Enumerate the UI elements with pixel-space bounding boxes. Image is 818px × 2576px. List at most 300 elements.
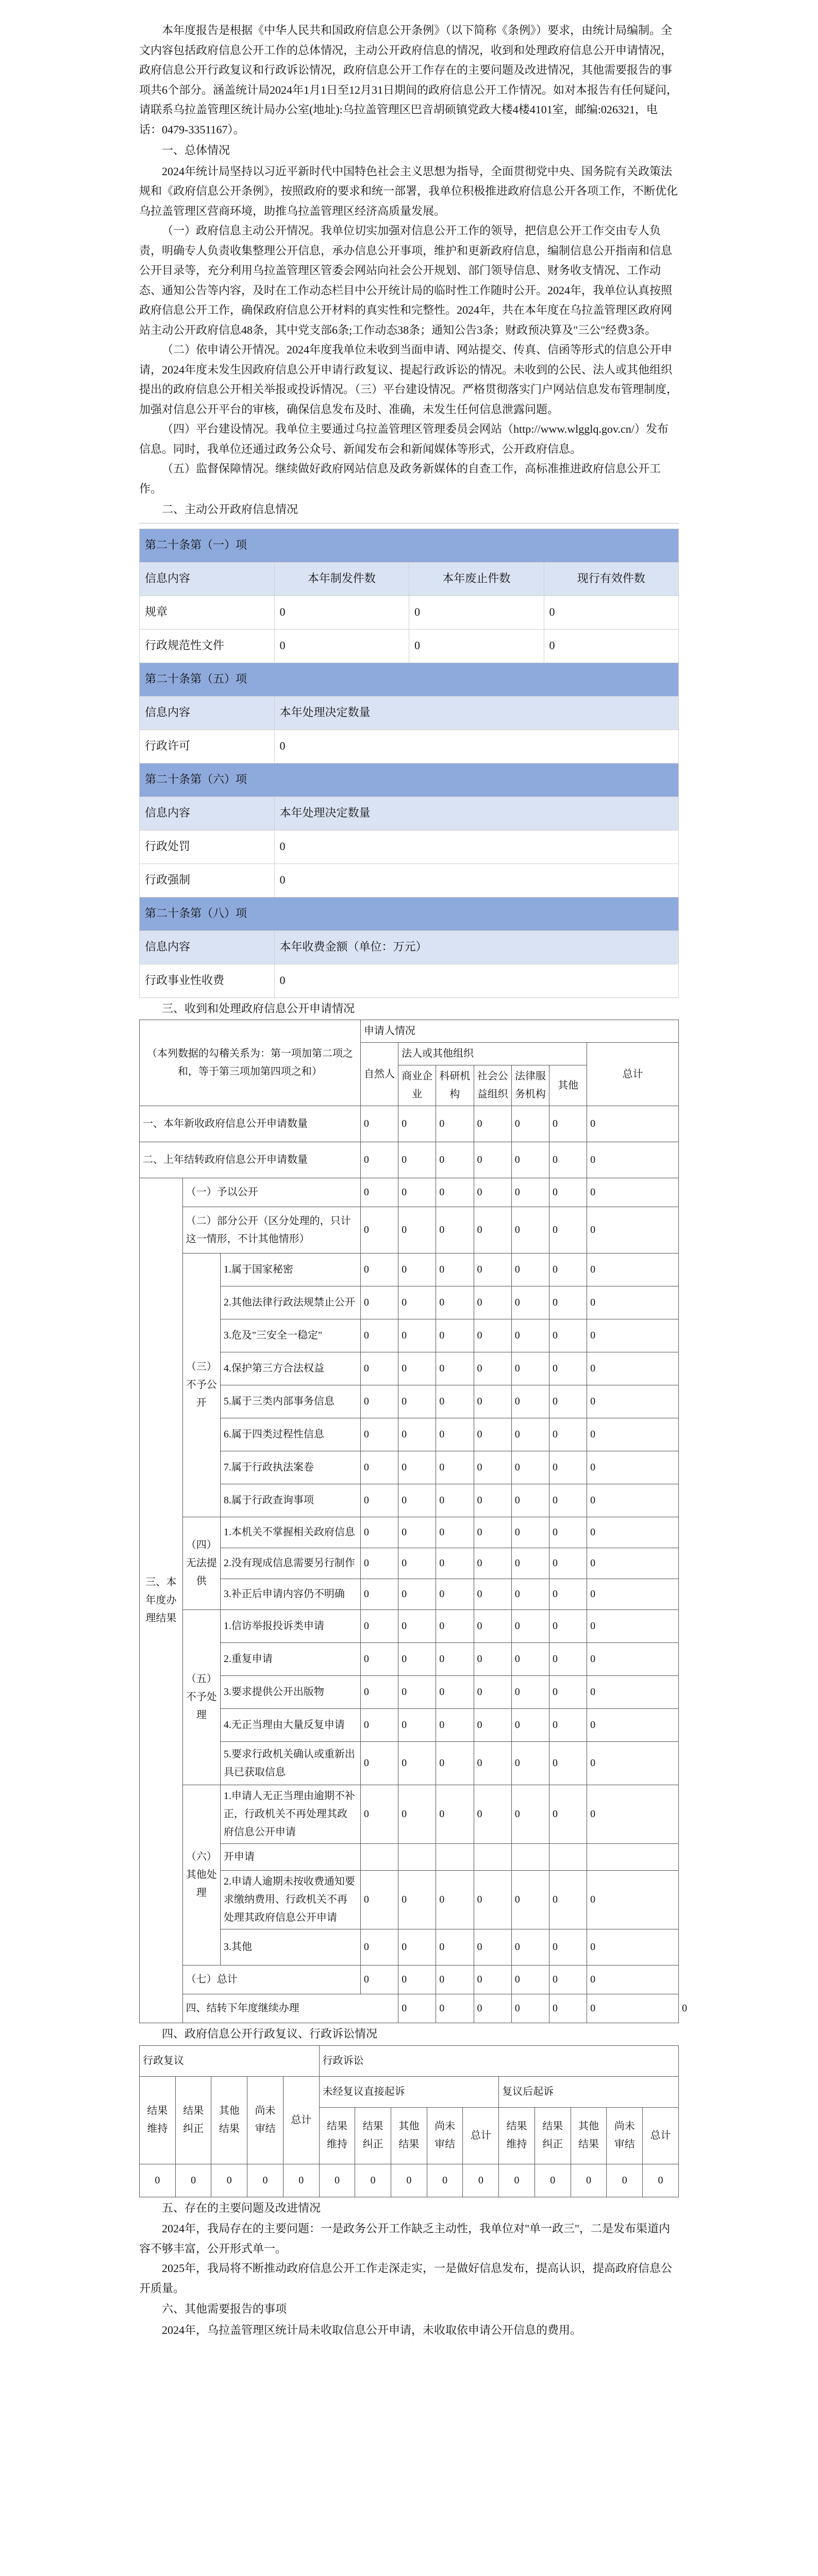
cell-value: 0	[587, 1579, 679, 1610]
cell-value: 0	[587, 1994, 679, 2023]
cell-value: 0	[549, 1517, 587, 1548]
row-label: 一、本年新收政府信息公开申请数量	[140, 1106, 361, 1142]
cell-value: 0	[398, 1484, 436, 1517]
col-header: 总计	[643, 2107, 679, 2164]
col-header: 结果纠正	[175, 2076, 211, 2164]
section-4-title: 四、政府信息公开行政复议、行政诉讼情况	[162, 2027, 378, 2040]
cell-value: 0	[587, 1418, 679, 1451]
sec1-paragraph-2: （一）政府信息主动公开情况。我单位切实加强对信息公开工作的领导，把信息公开工作交由专人负责，明确专人负责收集整理公开信息，承办信息公开事项，维护和更新政府信息，编制信息公开指南和信息公开目录等，充分利用乌拉盖管理区管委会网站向社会公开规划、部门领导信息、财务收支情况、工作动态、通知公告等内容，及时在工作动态栏目中公开统计局的临时性工作随时公开。2024年，我单位认真按照政府信息公开工作，确保政府信息公开材料的真实性和完整性。2024年，共在本年度在乌拉盖管理区政府网站主动公开政府信息48条，其中党支部6条;工作动态38条；通知公告3条；财政预决算及"三公"经费3条。	[139, 224, 673, 336]
cell-value: 0	[398, 1929, 436, 1965]
table-row	[140, 1418, 679, 1451]
cell-value: 0	[474, 1142, 511, 1178]
cell-value: 0	[474, 1106, 511, 1142]
col-header: 结果纠正	[535, 2107, 571, 2164]
cell-value: 0	[549, 1610, 587, 1643]
cell-value: 0	[587, 1451, 679, 1484]
cell-value: 0	[436, 1253, 474, 1286]
cell-value: 0	[474, 1484, 511, 1517]
cell-value: 0	[549, 1352, 587, 1385]
cell-value: 0	[587, 1178, 679, 1207]
cell-value: 0	[474, 1548, 511, 1579]
total-header: 总计	[587, 1043, 679, 1106]
cell-value: 0	[398, 1610, 436, 1643]
row-label: 3.危及"三安全一稳定"	[220, 1319, 360, 1352]
cell-value: 0	[474, 1929, 511, 1965]
cell-value: 0	[360, 1484, 398, 1517]
cell-value: 0	[398, 1418, 436, 1451]
results-group-label: 三、本年度办理结果	[140, 1178, 183, 2023]
sec6-paragraph-1: 2024年，乌拉盖管理区统计局未收取信息公开申请，未收取依申请公开信息的费用。	[162, 2323, 582, 2336]
cell-value: 0	[436, 1451, 474, 1484]
row-label: 行政强制	[140, 863, 275, 897]
cell-value	[474, 1844, 511, 1871]
cell-value: 0	[360, 1451, 398, 1484]
cell-value: 0	[587, 1965, 679, 1994]
table-band-row	[140, 897, 679, 930]
cell-value: 0	[398, 1319, 436, 1352]
band-label: 第二十条第（六）项	[140, 763, 679, 796]
cell-value: 0	[587, 1709, 679, 1742]
cell-value: 0	[398, 1643, 436, 1676]
table-row	[140, 1451, 679, 1484]
section-1-title: 一、总体情况	[162, 144, 230, 157]
table-row	[140, 1517, 679, 1548]
col-header: 其他结果	[391, 2107, 427, 2164]
cell-value: 0	[549, 1709, 587, 1742]
cell-value: 0	[398, 1352, 436, 1385]
table-header-row	[140, 1020, 679, 1043]
sec1-paragraph-4: （四）平台建设情况。我单位主要通过乌拉盖管理区管理委员会网站（http://www.wlgglq.gov.cn/）发布信息。同时，我单位还通过政务公众号、新闻发布会和新闻媒体等形式，公开政府信息。	[139, 422, 669, 455]
table-row	[140, 1319, 679, 1352]
table-row	[140, 1207, 679, 1253]
cell-value: 0	[474, 1352, 511, 1385]
cell-value: 0	[360, 1319, 398, 1352]
cell-value: 0	[436, 1965, 474, 1994]
legal-col-header: 其他	[549, 1065, 587, 1106]
cell-value: 0	[587, 1643, 679, 1676]
table-header-row	[140, 696, 679, 730]
row-value: 0	[274, 730, 679, 763]
cell-value: 0	[398, 1253, 436, 1286]
sec1-paragraph-3: （二）依申请公开情况。2024年度我单位未收到当面申请、网站提交、传真、信函等形式的信息公开申请，2024年度未发生因政府信息公开申请行政复议、提起行政诉讼的情况。未收到的公民、法人或其他组织提出的政府信息公开相关举报或投诉情况。（三）平台建设情况。严格贯彻落实门户网站信息发布管理制度，加强对信息公开平台的审核，确保信息发布及时、准确，未发生任何信息泄露问题。	[139, 343, 678, 416]
cell-value: 0	[360, 1676, 398, 1709]
cell-value: 0	[283, 2164, 319, 2197]
cell-value: 0	[474, 1785, 511, 1844]
cell-value: 0	[474, 1610, 511, 1643]
legal-col-header: 社会公益组织	[474, 1065, 511, 1106]
not-reviewed-header: 未经复议直接起诉	[319, 2076, 499, 2107]
legal-col-header: 法律服务机构	[511, 1065, 549, 1106]
row-label: 2.其他法律行政法规禁止公开	[220, 1286, 360, 1319]
cell-value: 0	[360, 1517, 398, 1548]
section-6-title: 六、其他需要报告的事项	[162, 2302, 287, 2315]
cell-value: 0	[549, 1994, 587, 2023]
cell-value: 0	[436, 1352, 474, 1385]
cell-value: 0	[549, 1484, 587, 1517]
table-row	[140, 1178, 679, 1207]
cell-value	[549, 1844, 587, 1871]
col-header: 结果纠正	[355, 2107, 391, 2164]
table-row	[140, 1484, 679, 1517]
cell-value: 0	[436, 1610, 474, 1643]
cell-value: 0	[398, 1207, 436, 1253]
header-cell: 现行有效件数	[544, 562, 679, 596]
cell-value: 0	[511, 1178, 549, 1207]
cell-value: 0	[511, 1319, 549, 1352]
col-header: 总计	[463, 2107, 499, 2164]
row-label: 3.要求提供公开出版物	[220, 1676, 360, 1709]
cell-value: 0	[549, 1871, 587, 1929]
cell-value: 0	[587, 1286, 679, 1319]
table-band-row	[140, 663, 679, 696]
table-row	[140, 1965, 679, 1994]
cell-value: 0	[360, 1385, 398, 1418]
cell-value: 0	[398, 1965, 436, 1994]
cell-value: 0	[587, 1610, 679, 1643]
cell-value: 0	[319, 2164, 355, 2197]
cell-value	[398, 1844, 436, 1871]
cell-value: 0	[398, 1286, 436, 1319]
table-row	[140, 1142, 679, 1178]
row-label: 5.要求行政机关确认或重新出具已获取信息	[220, 1742, 360, 1785]
cell-value: 0	[211, 2164, 247, 2197]
cell-value: 0	[436, 1871, 474, 1929]
row-value: 0	[274, 596, 409, 629]
cell-value: 0	[587, 1352, 679, 1385]
applicant-header: 申请人情况	[360, 1020, 678, 1043]
cell-value: 0	[474, 1451, 511, 1484]
cell-value: 0	[511, 1352, 549, 1385]
cell-value: 0	[360, 1871, 398, 1929]
col-header: 其他结果	[571, 2107, 607, 2164]
col-header: 尚未审结	[427, 2107, 463, 2164]
table-row	[140, 730, 679, 763]
row-value: 0	[274, 629, 409, 663]
proactive-disclosure-table	[139, 529, 679, 998]
header-cell: 信息内容	[140, 696, 275, 730]
header-cell: 本年收费金额（单位：万元）	[274, 930, 679, 964]
sec5-paragraph-2: 2025年，我局将不断推动政府信息公开工作走深走实，一是做好信息发布，提高认识，提高政府信息公开质量。	[139, 2262, 673, 2295]
cell-value: 0	[511, 1106, 549, 1142]
cell-value: 0	[474, 1643, 511, 1676]
row-label: 8.属于行政查询事项	[220, 1484, 360, 1517]
natural-person-header: 自然人	[360, 1043, 398, 1106]
cell-value: 0	[436, 1319, 474, 1352]
cell-value: 0	[511, 1451, 549, 1484]
cell-value: 0	[511, 1785, 549, 1844]
cell-value: 0	[436, 1418, 474, 1451]
cell-value: 0	[360, 1253, 398, 1286]
sec1-paragraph-5: （五）监督保障情况。继续做好政府网站信息及政务新媒体的自查工作，高标准推进政府信息公开工作。	[139, 462, 661, 495]
cell-value: 0	[398, 1579, 436, 1610]
cell-value: 0	[587, 1142, 679, 1178]
cell-value: 0	[360, 1178, 398, 1207]
cell-value: 0	[474, 1579, 511, 1610]
table-row	[140, 1871, 679, 1929]
table-row	[140, 1994, 679, 2023]
cell-value: 0	[511, 1965, 549, 1994]
row-label: 6.属于四类过程性信息	[220, 1418, 360, 1451]
cell-value: 0	[360, 1142, 398, 1178]
cell-value: 0	[549, 1643, 587, 1676]
review-litigation-table	[139, 2045, 679, 2197]
table-row	[140, 1385, 679, 1418]
table-row	[140, 964, 679, 997]
cell-value: 0	[474, 1709, 511, 1742]
table-row	[140, 1610, 679, 1643]
cell-value: 0	[474, 1178, 511, 1207]
litigation-header: 行政诉讼	[319, 2045, 678, 2076]
row-label: 开申请	[220, 1844, 360, 1871]
cell-value: 0	[587, 1484, 679, 1517]
table-row	[140, 1106, 679, 1142]
cell-value: 0	[549, 1785, 587, 1844]
cell-value: 0	[398, 1676, 436, 1709]
table-row	[140, 1929, 679, 1965]
row-value: 0	[409, 596, 544, 629]
cell-value: 0	[511, 1418, 549, 1451]
row-label: 四、结转下年度继续办理	[182, 1994, 398, 2023]
cell-value: 0	[355, 2164, 391, 2197]
cell-value	[436, 1844, 474, 1871]
col-header: 总计	[283, 2076, 319, 2164]
table-row	[140, 2164, 679, 2197]
cell-value: 0	[587, 1676, 679, 1709]
cell-value: 0	[549, 1253, 587, 1286]
cell-value: 0	[474, 1418, 511, 1451]
table-header-row	[140, 562, 679, 596]
col-header: 结果维持	[499, 2107, 535, 2164]
cell-value: 0	[360, 1610, 398, 1643]
cell-value	[360, 1844, 398, 1871]
cell-value: 0	[549, 1929, 587, 1965]
row-label: 4.保护第三方合法权益	[220, 1352, 360, 1385]
cell-value: 0	[549, 1286, 587, 1319]
cell-value: 0	[427, 2164, 463, 2197]
cell-value: 0	[398, 1871, 436, 1929]
cell-value: 0	[549, 1319, 587, 1352]
cell-value: 0	[360, 1785, 398, 1844]
cell-value: 0	[511, 1929, 549, 1965]
cell-value: 0	[360, 1965, 398, 1994]
cell-value: 0	[474, 1517, 511, 1548]
cell-value: 0	[511, 1253, 549, 1286]
unable-group-label: （四）无法提供	[182, 1517, 220, 1610]
cell-value: 0	[474, 1286, 511, 1319]
section-3-title: 三、收到和处理政府信息公开申请情况	[162, 1002, 355, 1015]
table-row	[140, 596, 679, 629]
row-label: 2.申请人逾期未按收费通知要求缴纳费用、行政机关不再处理其政府信息公开申请	[220, 1871, 360, 1929]
cell-value: 0	[511, 1871, 549, 1929]
table-header-row	[140, 796, 679, 830]
cell-value: 0	[436, 1286, 474, 1319]
row-label: （一）予以公开	[182, 1178, 360, 1207]
cell-value: 0	[549, 1178, 587, 1207]
cell-value: 0	[549, 1548, 587, 1579]
cell-value: 0	[360, 1929, 398, 1965]
table-row	[140, 1844, 679, 1871]
col-header: 其他结果	[211, 2076, 247, 2164]
cell-value: 0	[398, 1709, 436, 1742]
table-row	[140, 629, 679, 663]
cell-value: 0	[587, 1207, 679, 1253]
cell-value: 0	[549, 1207, 587, 1253]
cell-value: 0	[436, 1548, 474, 1579]
table-row	[140, 1548, 679, 1579]
sec5-paragraph-1: 2024年，我局存在的主要问题：一是政务公开工作缺乏主动性，我单位对"单一政三"，二是发布渠道内容不够丰富，公开形式单一。	[139, 2222, 670, 2255]
cell-value: 0	[398, 1994, 436, 2023]
row-label: 5.属于三类内部事务信息	[220, 1385, 360, 1418]
application-handling-table	[139, 1020, 687, 2023]
row-label: 行政事业性收费	[140, 964, 275, 997]
cell-value: 0	[436, 1484, 474, 1517]
cell-value: 0	[360, 1352, 398, 1385]
cell-value: 0	[436, 1929, 474, 1965]
cell-value: 0	[549, 1106, 587, 1142]
cell-value: 0	[436, 1385, 474, 1418]
not-disclosed-group-label: （三）不予公开	[182, 1253, 220, 1517]
cell-value: 0	[436, 1676, 474, 1709]
cell-value: 0	[549, 1142, 587, 1178]
table-band-row	[140, 763, 679, 796]
cell-value: 0	[398, 1178, 436, 1207]
table-row	[140, 1352, 679, 1385]
cell-value: 0	[436, 1579, 474, 1610]
cell-value: 0	[398, 1142, 436, 1178]
cell-value: 0	[436, 1785, 474, 1844]
cell-value: 0	[511, 1709, 549, 1742]
cell-value: 0	[511, 1548, 549, 1579]
row-label: 7.属于行政执法案卷	[220, 1451, 360, 1484]
cell-value: 0	[436, 1207, 474, 1253]
col-header: 结果维持	[319, 2107, 355, 2164]
table-row	[140, 830, 679, 863]
header-cell: 本年废止件数	[409, 562, 544, 596]
row-label: （二）部分公开（区分处理的，只计这一情形，不计其他情形）	[182, 1207, 360, 1253]
row-label: 1.本机关不掌握相关政府信息	[220, 1517, 360, 1548]
table-header-row	[140, 930, 679, 964]
cell-value: 0	[474, 1742, 511, 1785]
row-label: 1.申请人无正当理由逾期不补正，行政机关不再处理其政府信息公开申请	[220, 1785, 360, 1844]
cell-value: 0	[463, 2164, 499, 2197]
band-label: 第二十条第（一）项	[140, 529, 679, 562]
cell-value: 0	[360, 1286, 398, 1319]
cell-value: 0	[511, 1286, 549, 1319]
sec1-paragraph-1: 2024年统计局坚持以习近平新时代中国特色社会主义思想为指导，全面贯彻党中央、国务院有关政策法规和《政府信息公开条例》，按照政府的要求和统一部署，我单位积极推进政府信息公开各项工作，不断优化乌拉盖管理区营商环境，助推乌拉盖管理区经济高质量发展。	[139, 164, 678, 217]
cell-value: 0	[436, 1106, 474, 1142]
cell-value: 0	[140, 2164, 176, 2197]
section-2-title: 二、主动公开政府信息情况	[162, 503, 298, 516]
cell-value	[511, 1844, 549, 1871]
row-label: 行政处罚	[140, 830, 275, 863]
cell-value: 0	[549, 1742, 587, 1785]
cell-value: 0	[587, 1253, 679, 1286]
row-label: 3.其他	[220, 1929, 360, 1965]
table-header-row	[140, 2045, 679, 2076]
cell-value: 0	[398, 1451, 436, 1484]
cell-value: 0	[587, 1785, 679, 1844]
cell-value	[587, 1844, 679, 1871]
col-header: 尚未审结	[247, 2076, 283, 2164]
cell-value: 0	[549, 1385, 587, 1418]
cell-value: 0	[398, 1785, 436, 1844]
cell-value: 0	[643, 2164, 679, 2197]
cell-value: 0	[549, 1451, 587, 1484]
cell-value: 0	[398, 1517, 436, 1548]
header-cell: 本年处理决定数量	[274, 796, 679, 830]
col-header: 结果维持	[140, 2076, 176, 2164]
cell-value: 0	[474, 1965, 511, 1994]
cell-value: 0	[511, 1643, 549, 1676]
section-5-title: 五、存在的主要问题及改进情况	[162, 2201, 321, 2214]
cell-value: 0	[474, 1994, 511, 2023]
cell-value: 0	[511, 1742, 549, 1785]
legal-col-header: 商业企业	[398, 1065, 436, 1106]
cell-value: 0	[549, 1579, 587, 1610]
cell-value: 0	[398, 1548, 436, 1579]
col-header: 尚未审结	[607, 2107, 643, 2164]
row-label: 规章	[140, 596, 275, 629]
cell-value: 0	[511, 1579, 549, 1610]
corner-note: （本列数据的勾稽关系为：第一项加第二项之和，等于第三项加第四项之和）	[140, 1020, 361, 1106]
row-label: 2.没有现成信息需要另行制作	[220, 1548, 360, 1579]
cell-value: 0	[360, 1709, 398, 1742]
cell-value: 0	[587, 1385, 679, 1418]
band-label: 第二十条第（五）项	[140, 663, 679, 696]
table-row	[140, 1676, 679, 1709]
table-row	[140, 1286, 679, 1319]
cell-value: 0	[549, 1965, 587, 1994]
header-cell: 信息内容	[140, 930, 275, 964]
row-label: （七）总计	[182, 1965, 360, 1994]
cell-value: 0	[436, 1178, 474, 1207]
table-header-row	[140, 2076, 679, 2107]
cell-value: 0	[499, 2164, 535, 2197]
cell-value: 0	[436, 1643, 474, 1676]
cell-value: 0	[511, 1385, 549, 1418]
cell-value: 0	[436, 1517, 474, 1548]
cell-value: 0	[587, 1106, 679, 1142]
row-value: 0	[274, 964, 679, 997]
cell-value: 0	[474, 1385, 511, 1418]
cell-value: 0	[247, 2164, 283, 2197]
row-value: 0	[544, 629, 679, 663]
table-row	[140, 1579, 679, 1610]
table-row	[140, 1785, 679, 1844]
cell-value: 0	[607, 2164, 643, 2197]
cell-value: 0	[436, 1994, 474, 2023]
row-label: 1.信访举报投诉类申请	[220, 1610, 360, 1643]
cell-value: 0	[587, 1548, 679, 1579]
cell-value: 0	[360, 1643, 398, 1676]
table-row	[140, 1709, 679, 1742]
table-row	[140, 863, 679, 897]
cell-value: 0	[587, 1517, 679, 1548]
cell-value: 0	[511, 1142, 549, 1178]
header-cell: 本年制发件数	[274, 562, 409, 596]
cell-value: 0	[360, 1548, 398, 1579]
row-value: 0	[409, 629, 544, 663]
row-label: 行政规范性文件	[140, 629, 275, 663]
cell-value: 0	[474, 1676, 511, 1709]
row-label: 2.重复申请	[220, 1643, 360, 1676]
cell-value: 0	[474, 1319, 511, 1352]
table-row	[140, 1643, 679, 1676]
row-label: 行政许可	[140, 730, 275, 763]
cell-value: 0	[474, 1871, 511, 1929]
legal-col-header: 科研机构	[436, 1065, 474, 1106]
header-cell: 信息内容	[140, 796, 275, 830]
